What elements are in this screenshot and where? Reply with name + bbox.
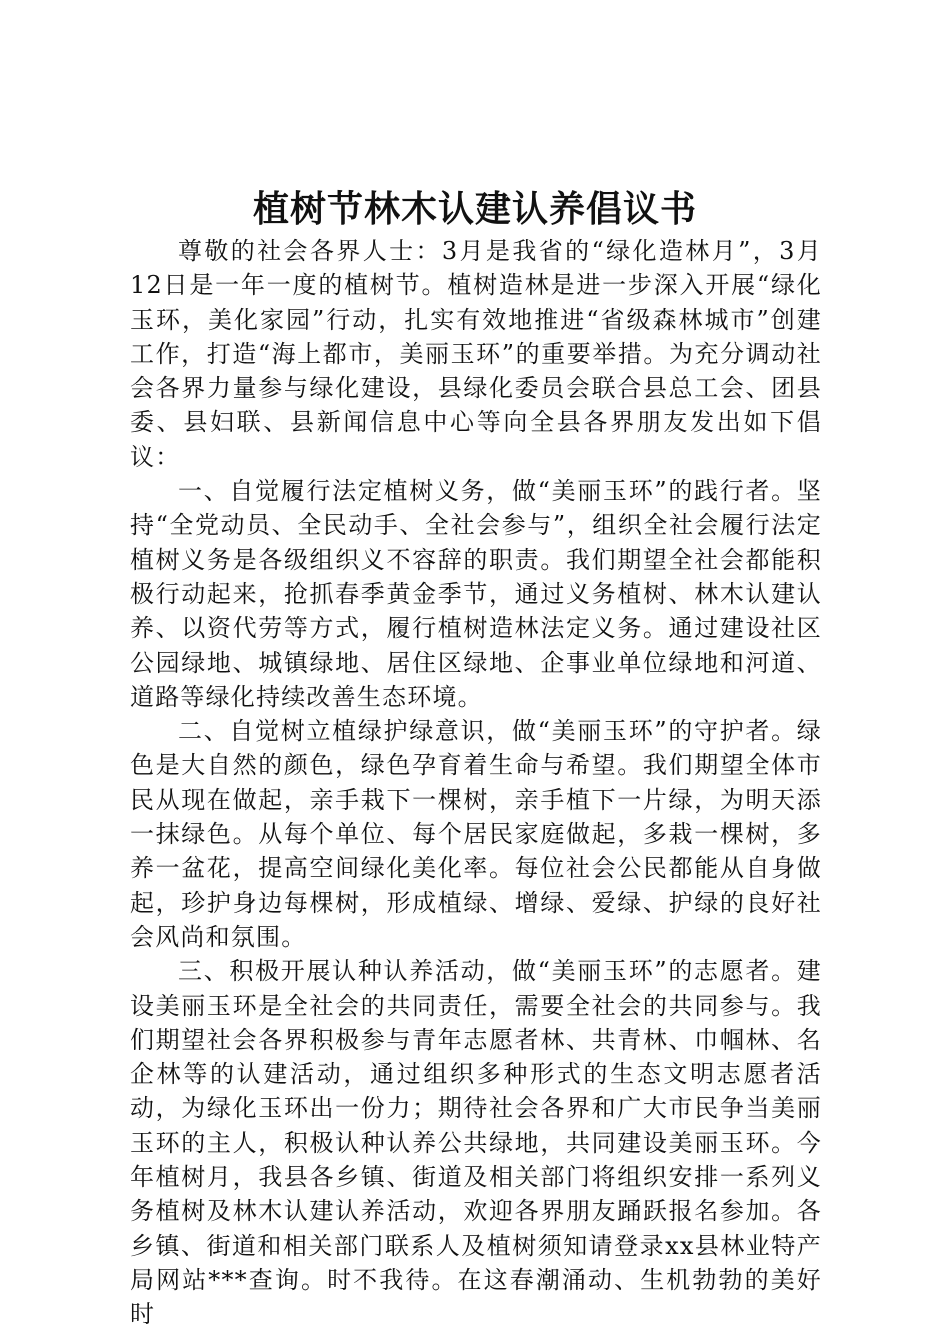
paragraph-point-2: 二、自觉树立植绿护绿意识，做“美丽玉环”的守护者。绿色是大自然的颜色，绿色孕育着生命与希望。我们期望全体市民从现在做起，亲手栽下一棵树，亲手植下一片绿，为明天添一抹绿色。从每个单位、每个居民家庭做起，多栽一棵树，多养一盆花，提高空间绿化美化率。每位社会公民都能从自身做起，珍护身边每棵树，形成植绿、增绿、爱绿、护绿的良好社会风尚和氛围。 <box>130 717 822 951</box>
paragraph-intro: 尊敬的社会各界人士：3月是我省的“绿化造林月”，3月12日是一年一度的植树节。植树造林是进一步深入开展“绿化玉环，美化家园”行动，扎实有效地推进“省级森林城市”创建工作，打造“海上都市，美丽玉环”的重要举措。为充分调动社会各界力量参与绿化建设，县绿化委员会联合县总工会、团县委、县妇联、县新闻信息中心等向全县各界朋友发出如下倡议： <box>130 237 822 471</box>
document-body <box>130 234 822 1332</box>
paragraph-point-1: 一、自觉履行法定植树义务，做“美丽玉环”的践行者。坚持“全党动员、全民动手、全社会参与”，组织全社会履行法定植树义务是各级组织义不容辞的职责。我们期望全社会都能积极行动起来，抢抓春季黄金季节，通过义务植树、林木认建认养、以资代劳等方式，履行植树造林法定义务。通过建设社区公园绿地、城镇绿地、居住区绿地、企事业单位绿地和河道、道路等绿化持续改善生态环境。 <box>130 477 822 711</box>
document-title: 植树节林木认建认养倡议书 <box>252 189 697 230</box>
paragraph-point-3: 三、积极开展认种认养活动，做“美丽玉环”的志愿者。建设美丽玉环是全社会的共同责任，需要全社会的共同参与。我们期望社会各界积极参与青年志愿者林、共青林、巾帼林、名企林等的认建活动，通过组织多种形式的生态文明志愿者活动，为绿化玉环出一份力；期待社会各界和广大市民争当美丽玉环的主人，积极认种认养公共绿地，共同建设美丽玉环。今年植树月，我县各乡镇、街道及相关部门将组织安排一系列义务植树及林木认建认养活动，欢迎各界朋友踊跃报名参加。各乡镇、街道和相关部门联系人及植树须知请登录xx县林业特产局网站***查询。时不我待。在这春潮涌动、生机勃勃的美好时 <box>130 957 822 1329</box>
